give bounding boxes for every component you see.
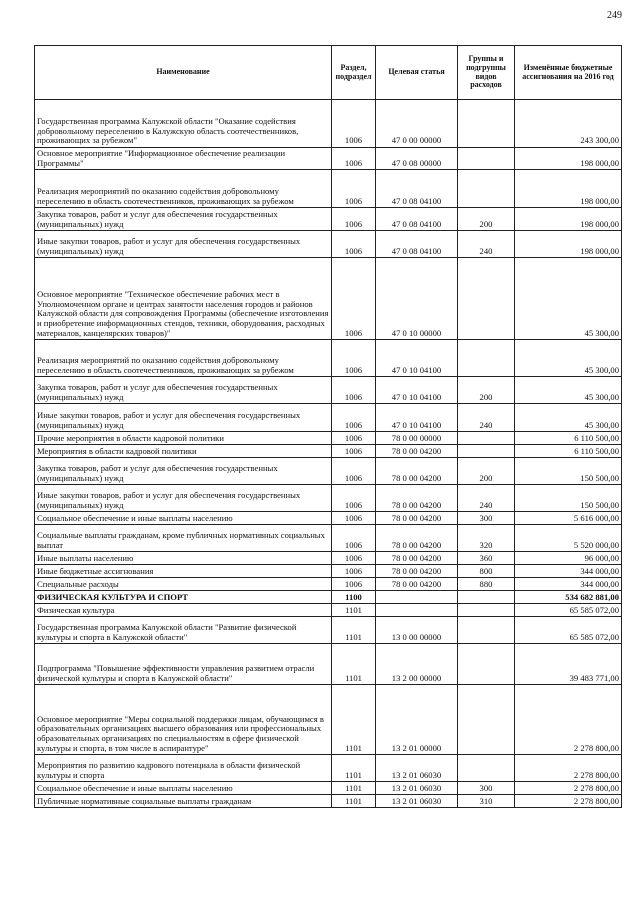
table-row (35, 782, 622, 795)
row-name-cell: Иные закупки товаров, работ и услуг для обеспечения государственных (муниципальных) нужд (35, 231, 332, 258)
row-sum-cell: 45 300,00 (515, 404, 622, 432)
row-target-article-cell: 13 0 00 00000 (376, 617, 458, 644)
table-row (35, 432, 622, 445)
row-expense-type-cell: 300 (458, 512, 515, 525)
header-row (35, 46, 622, 100)
row-expense-type-cell (458, 644, 515, 685)
row-target-article-cell: 13 2 01 00000 (376, 685, 458, 755)
row-expense-type-cell (458, 617, 515, 644)
row-razdel-cell: 1006 (332, 340, 376, 377)
row-target-article-cell: 78 0 00 04200 (376, 578, 458, 591)
row-target-article-cell: 78 0 00 04200 (376, 485, 458, 512)
table-row (35, 591, 622, 604)
table-row (35, 231, 622, 258)
row-expense-type-cell (458, 148, 515, 170)
row-target-article-cell: 47 0 08 04100 (376, 231, 458, 258)
row-sum-cell: 96 000,00 (515, 552, 622, 565)
budget-table (34, 45, 622, 808)
row-sum-cell: 2 278 800,00 (515, 685, 622, 755)
row-target-article-cell: 13 2 00 00000 (376, 644, 458, 685)
row-razdel-cell: 1006 (332, 485, 376, 512)
row-razdel-cell: 1006 (332, 552, 376, 565)
row-sum-cell: 6 110 500,00 (515, 432, 622, 445)
header-expense-type: Группы и подгруппы видов расходов (458, 46, 515, 100)
table-row (35, 485, 622, 512)
row-target-article-cell: 47 0 08 00000 (376, 148, 458, 170)
row-name-cell: Основное мероприятие "Техническое обеспечение рабочих мест в Уполномоченном органе и центрах занятости населения городов и районов Калужской области для сопровождения Программы (обеспечение изготовления и приобретение информационных стендов, техники, оборудования, расходных материалов, канцелярских товаров)" (35, 258, 332, 340)
row-sum-cell: 243 300,00 (515, 100, 622, 148)
row-razdel-cell: 1101 (332, 782, 376, 795)
row-name-cell: Государственная программа Калужской области "Развитие физической культуры и спорта в Калужской области" (35, 617, 332, 644)
row-name-cell: Мероприятия по развитию кадрового потенциала в области физической культуры и спорта (35, 755, 332, 782)
table-row (35, 604, 622, 617)
row-target-article-cell: 47 0 10 00000 (376, 258, 458, 340)
table-row (35, 552, 622, 565)
row-sum-cell: 39 483 771,00 (515, 644, 622, 685)
row-sum-cell: 45 300,00 (515, 377, 622, 404)
row-sum-cell: 344 000,00 (515, 565, 622, 578)
row-target-article-cell: 78 0 00 04200 (376, 552, 458, 565)
row-target-article-cell (376, 604, 458, 617)
row-expense-type-cell: 310 (458, 795, 515, 808)
row-expense-type-cell: 200 (458, 208, 515, 231)
row-name-cell: Иные закупки товаров, работ и услуг для обеспечения государственных (муниципальных) нужд (35, 404, 332, 432)
table-row (35, 458, 622, 485)
row-name-cell: Основное мероприятие "Меры социальной поддержки лицам, обучающимся в образовательных организациях высшего образования или профессиональных образовательных организациях по специальностям в сфере физической культуры и спорта, в том числе в аспирантуре" (35, 685, 332, 755)
header-razdel: Раздел, подраздел (332, 46, 376, 100)
row-name-cell: Иные закупки товаров, работ и услуг для обеспечения государственных (муниципальных) нужд (35, 485, 332, 512)
row-expense-type-cell: 200 (458, 377, 515, 404)
table-row (35, 512, 622, 525)
row-name-cell: Закупка товаров, работ и услуг для обеспечения государственных (муниципальных) нужд (35, 377, 332, 404)
row-razdel-cell: 1006 (332, 512, 376, 525)
row-target-article-cell (376, 591, 458, 604)
row-sum-cell: 198 000,00 (515, 208, 622, 231)
row-razdel-cell: 1101 (332, 685, 376, 755)
row-expense-type-cell: 240 (458, 231, 515, 258)
row-expense-type-cell: 880 (458, 578, 515, 591)
row-expense-type-cell (458, 685, 515, 755)
table-row (35, 445, 622, 458)
table-row (35, 148, 622, 170)
header-name: Наименование (35, 46, 332, 100)
row-name-cell: Реализация мероприятий по оказанию содействия добровольному переселению в область соотечественников, проживающих за рубежом (35, 340, 332, 377)
row-expense-type-cell (458, 258, 515, 340)
row-sum-cell: 65 585 072,00 (515, 604, 622, 617)
row-target-article-cell: 13 2 01 06030 (376, 755, 458, 782)
table-row (35, 258, 622, 340)
row-sum-cell: 45 300,00 (515, 340, 622, 377)
table-row (35, 617, 622, 644)
table-row (35, 100, 622, 148)
row-razdel-cell: 1100 (332, 591, 376, 604)
row-expense-type-cell (458, 591, 515, 604)
row-name-cell: Социальное обеспечение и иные выплаты населению (35, 512, 332, 525)
table-row (35, 404, 622, 432)
row-name-cell: Физическая культура (35, 604, 332, 617)
table-row (35, 685, 622, 755)
row-name-cell: Социальные выплаты гражданам, кроме публичных нормативных социальных выплат (35, 525, 332, 552)
row-target-article-cell: 78 0 00 04200 (376, 458, 458, 485)
row-razdel-cell: 1006 (332, 208, 376, 231)
row-expense-type-cell: 800 (458, 565, 515, 578)
table-row (35, 208, 622, 231)
row-name-cell: Иные бюджетные ассигнования (35, 565, 332, 578)
row-name-cell: Реализация мероприятий по оказанию содействия добровольному переселению в область соотечественников, проживающих за рубежом (35, 170, 332, 208)
table-row (35, 525, 622, 552)
row-expense-type-cell: 320 (458, 525, 515, 552)
row-expense-type-cell (458, 604, 515, 617)
row-name-cell: Публичные нормативные социальные выплаты гражданам (35, 795, 332, 808)
row-expense-type-cell (458, 755, 515, 782)
row-razdel-cell: 1006 (332, 578, 376, 591)
table-row (35, 578, 622, 591)
row-sum-cell: 198 000,00 (515, 170, 622, 208)
row-expense-type-cell: 360 (458, 552, 515, 565)
page-number: 249 (607, 10, 622, 21)
row-razdel-cell: 1006 (332, 258, 376, 340)
row-name-cell: Основное мероприятие "Информационное обеспечение реализации Программы" (35, 148, 332, 170)
row-target-article-cell: 47 0 10 04100 (376, 404, 458, 432)
row-target-article-cell: 78 0 00 04200 (376, 525, 458, 552)
row-name-cell: Социальное обеспечение и иные выплаты населению (35, 782, 332, 795)
row-sum-cell: 6 110 500,00 (515, 445, 622, 458)
row-expense-type-cell: 200 (458, 458, 515, 485)
row-name-cell: Специальные расходы (35, 578, 332, 591)
table-row (35, 377, 622, 404)
row-target-article-cell: 47 0 08 04100 (376, 208, 458, 231)
row-sum-cell: 5 616 000,00 (515, 512, 622, 525)
table-row (35, 755, 622, 782)
row-razdel-cell: 1101 (332, 604, 376, 617)
row-target-article-cell: 47 0 08 04100 (376, 170, 458, 208)
row-sum-cell: 198 000,00 (515, 148, 622, 170)
row-sum-cell: 198 000,00 (515, 231, 622, 258)
row-name-cell: Подпрограмма "Повышение эффективности управления развитием отрасли физической культуры и спорта в Калужской области" (35, 644, 332, 685)
row-target-article-cell: 47 0 00 00000 (376, 100, 458, 148)
row-target-article-cell: 13 2 01 06030 (376, 782, 458, 795)
row-target-article-cell: 78 0 00 00000 (376, 432, 458, 445)
row-sum-cell: 2 278 800,00 (515, 782, 622, 795)
row-name-cell: Мероприятия в области кадровой политики (35, 445, 332, 458)
row-razdel-cell: 1006 (332, 148, 376, 170)
row-razdel-cell: 1006 (332, 100, 376, 148)
table-row (35, 340, 622, 377)
row-target-article-cell: 78 0 00 04200 (376, 512, 458, 525)
row-name-cell: Закупка товаров, работ и услуг для обеспечения государственных (муниципальных) нужд (35, 208, 332, 231)
table-row (35, 170, 622, 208)
header-target-article: Целевая статья (376, 46, 458, 100)
row-name-cell: Закупка товаров, работ и услуг для обеспечения государственных (муниципальных) нужд (35, 458, 332, 485)
row-sum-cell: 150 500,00 (515, 458, 622, 485)
row-expense-type-cell: 240 (458, 485, 515, 512)
row-expense-type-cell (458, 100, 515, 148)
row-expense-type-cell (458, 432, 515, 445)
row-target-article-cell: 78 0 00 04200 (376, 565, 458, 578)
row-razdel-cell: 1006 (332, 231, 376, 258)
row-sum-cell: 150 500,00 (515, 485, 622, 512)
table-row (35, 795, 622, 808)
row-name-cell: Прочие мероприятия в области кадровой политики (35, 432, 332, 445)
row-name-cell: ФИЗИЧЕСКАЯ КУЛЬТУРА И СПОРТ (35, 591, 332, 604)
row-sum-cell: 45 300,00 (515, 258, 622, 340)
row-sum-cell: 534 682 881,00 (515, 591, 622, 604)
row-target-article-cell: 47 0 10 04100 (376, 340, 458, 377)
row-razdel-cell: 1006 (332, 432, 376, 445)
row-name-cell: Государственная программа Калужской области "Оказание содействия добровольному переселению в Калужскую область соотечественников, проживающих за рубежом" (35, 100, 332, 148)
row-name-cell: Иные выплаты населению (35, 552, 332, 565)
row-target-article-cell: 47 0 10 04100 (376, 377, 458, 404)
row-sum-cell: 5 520 000,00 (515, 525, 622, 552)
row-sum-cell: 2 278 800,00 (515, 755, 622, 782)
header-budget-sum: Изменённые бюджетные ассигнования на 2016 год (515, 46, 622, 100)
row-sum-cell: 344 000,00 (515, 578, 622, 591)
row-expense-type-cell (458, 445, 515, 458)
row-sum-cell: 2 278 800,00 (515, 795, 622, 808)
row-expense-type-cell: 300 (458, 782, 515, 795)
row-razdel-cell: 1006 (332, 525, 376, 552)
row-razdel-cell: 1101 (332, 644, 376, 685)
row-razdel-cell: 1101 (332, 795, 376, 808)
table-row (35, 644, 622, 685)
row-target-article-cell: 13 2 01 06030 (376, 795, 458, 808)
row-razdel-cell: 1006 (332, 404, 376, 432)
table-row (35, 565, 622, 578)
row-expense-type-cell (458, 170, 515, 208)
row-sum-cell: 65 585 072,00 (515, 617, 622, 644)
row-razdel-cell: 1006 (332, 377, 376, 404)
row-expense-type-cell (458, 340, 515, 377)
row-razdel-cell: 1006 (332, 565, 376, 578)
row-razdel-cell: 1101 (332, 617, 376, 644)
row-razdel-cell: 1006 (332, 445, 376, 458)
row-target-article-cell: 78 0 00 04200 (376, 445, 458, 458)
row-razdel-cell: 1006 (332, 170, 376, 208)
row-razdel-cell: 1101 (332, 755, 376, 782)
row-expense-type-cell: 240 (458, 404, 515, 432)
row-razdel-cell: 1006 (332, 458, 376, 485)
